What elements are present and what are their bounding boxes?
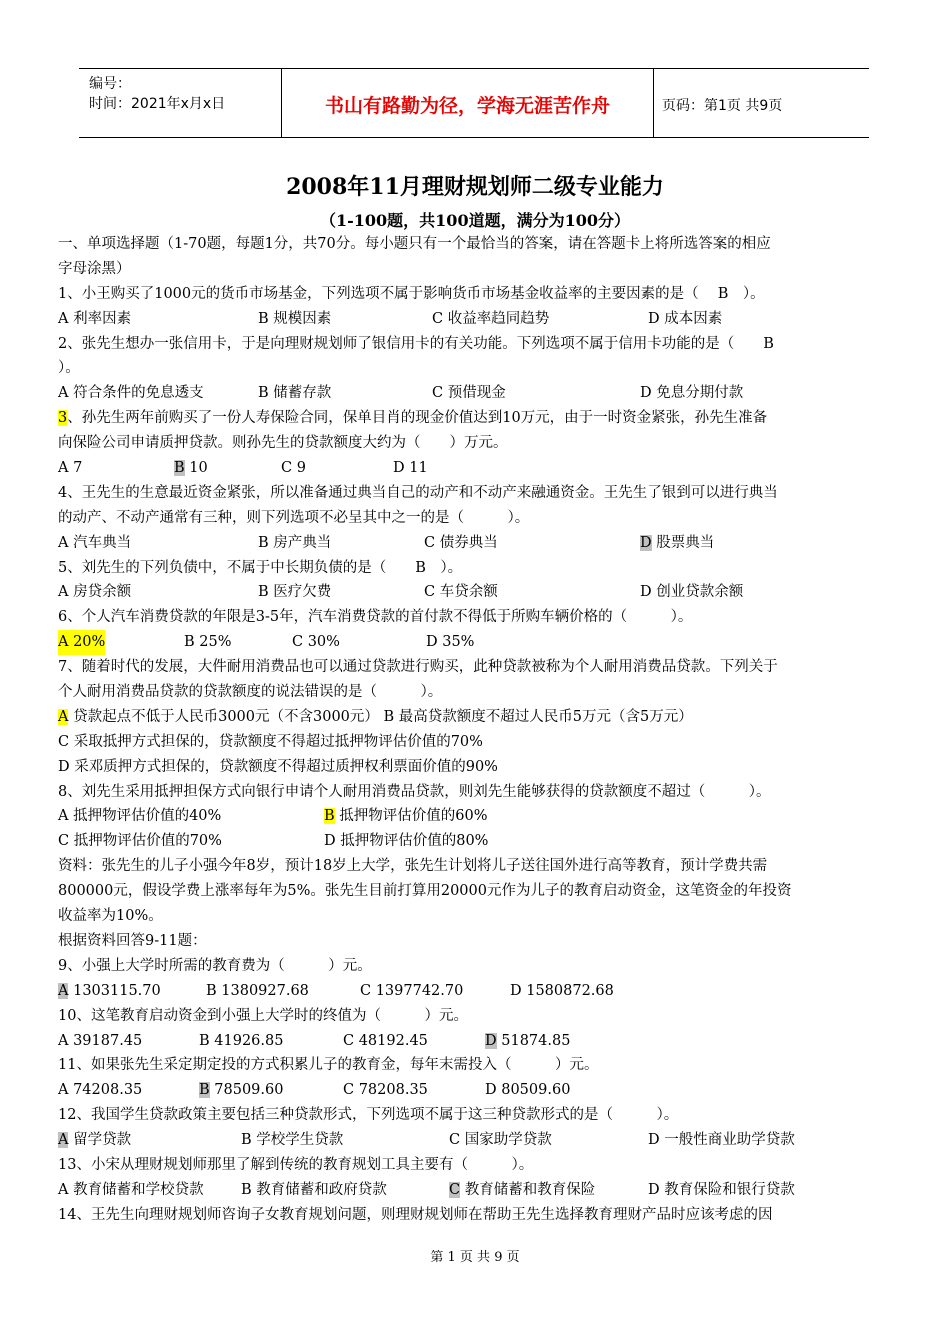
option-b: B 医疗欠费	[258, 584, 332, 601]
question-stem: 的动产、不动产通常有三种，则下列选项不必呈其中之一的是（ ）。	[58, 509, 530, 526]
question-stem: ）。	[58, 360, 80, 377]
options-row	[58, 307, 892, 332]
option-c: C 78208.35	[343, 1082, 428, 1099]
option-c: C 抵押物评估价值的70%	[58, 833, 222, 850]
question-stem: 12、我国学生贷款政策主要包括三种贷款形式，下列选项不属于这三种贷款形式的是（ ）。	[58, 1107, 679, 1124]
question-stem-text: 、孙先生两年前购买了一份人寿保险合同，保单目肖的现金价值达到10万元，由于一时资金紧张，孙先生准备	[67, 410, 768, 427]
option-b	[324, 804, 488, 829]
option-a: A 符合条件的免息透支	[58, 385, 204, 402]
option-c: C 9	[281, 460, 306, 477]
material-text: 800000元，假设学费上涨率每年为5%。张先生目前打算用20000元作为儿子的教育启动资金，这笔资金的年投资	[58, 883, 792, 900]
options-row	[58, 580, 892, 605]
options-row	[58, 979, 892, 1004]
header-left-cell	[79, 69, 282, 137]
option-d	[485, 1029, 570, 1054]
options-row	[58, 456, 892, 481]
option-a-text: 1303115.70	[68, 982, 161, 999]
question-number-highlight: 3	[58, 410, 68, 427]
options-row	[58, 1078, 892, 1103]
option-a	[58, 979, 161, 1004]
option-b: B 教育储蓄和政府贷款	[241, 1181, 387, 1198]
option-d-text: 51874.85	[496, 1032, 571, 1049]
question-stem: 向保险公司申请质押贷款。则孙先生的贷款额度大约为（ ）万元。	[58, 435, 508, 452]
option-d: D 80509.60	[485, 1082, 571, 1099]
answer-highlight: A	[58, 708, 69, 725]
options-row	[58, 705, 892, 730]
question-stem: 8、刘先生采用抵押担保方式向银行申请个人耐用消费品贷款，则刘先生能够获得的贷款额度不超过（ ）。	[58, 783, 771, 800]
answer-highlight: B	[174, 460, 185, 477]
option-a-text: 留学贷款	[68, 1132, 132, 1149]
material-text: 收益率为10%。	[58, 908, 163, 925]
serial-label: 编号：	[89, 76, 131, 92]
option-c: C 预借现金	[432, 385, 506, 402]
section-heading-line: 字母涂黑）	[58, 260, 131, 277]
option-b: B 学校学生贷款	[241, 1132, 344, 1149]
option-d: D 1580872.68	[510, 982, 614, 999]
option-c: C 车贷余额	[424, 584, 498, 601]
page-title: 2008年11月理财规划师二级专业能力	[286, 174, 664, 200]
option-b: B 41926.85	[199, 1032, 284, 1049]
motto: 书山有路勤为径，学海无涯苦作舟	[324, 95, 610, 117]
option-a: A 汽车典当	[58, 534, 132, 551]
option-a: A 教育储蓄和学校贷款	[58, 1181, 204, 1198]
option-a: A 7	[58, 460, 83, 477]
option-c: C 30%	[292, 634, 340, 651]
option-d: D 教育保险和银行贷款	[648, 1181, 795, 1198]
page-info: 页码：第1页 共9页	[662, 98, 783, 114]
option-d: D 35%	[426, 634, 475, 651]
answer-highlight: A	[58, 1132, 69, 1149]
question-stem: 5、刘先生的下列负债中，不属于中长期负债的是（ B ）。	[58, 559, 463, 576]
options-row	[58, 829, 892, 854]
options-row	[58, 381, 892, 406]
question-stem: 个人耐用消费品贷款的贷款额度的说法错误的是（ ）。	[58, 684, 443, 701]
material-text: 根据资料回答9-11题：	[58, 932, 207, 949]
section-heading-line: 一、单项选择题（1-70题，每题1分，共70分。每小题只有一个最恰当的答案，请在答题卡上将所选答案的相应	[58, 236, 771, 252]
options-row	[58, 804, 892, 829]
answer-highlight: D	[485, 1032, 497, 1049]
option-d: D 一般性商业助学贷款	[648, 1132, 795, 1149]
question-stem: 1、小王购买了1000元的货币市场基金，下列选项不属于影响货币市场基金收益率的主要因素的是（ B ）。	[58, 285, 765, 302]
option-c: C 48192.45	[343, 1032, 428, 1049]
question-stem	[58, 406, 892, 431]
option-b: B 1380927.68	[206, 982, 309, 999]
option-b-text: 10	[184, 460, 208, 477]
option-c: C 采取抵押方式担保的，贷款额度不得超过抵押物评估价值的70%	[58, 733, 483, 750]
option-b	[174, 456, 208, 481]
question-stem: 7、随着时代的发展，大件耐用消费品也可以通过贷款进行购买，此种贷款被称为个人耐用消费品贷款。下列关于	[58, 659, 778, 676]
option-d-text: 股票典当	[651, 534, 715, 551]
option-d: D 11	[393, 460, 428, 477]
option-b: B 储蓄存款	[258, 385, 332, 402]
header-right-cell	[654, 69, 869, 137]
option-b: B 规模因素	[258, 310, 332, 327]
exam-content	[58, 232, 892, 1228]
options-row	[58, 1178, 892, 1203]
option-d: D 成本因素	[648, 310, 723, 327]
option-b: B 房产典当	[258, 534, 332, 551]
options-row	[58, 1029, 892, 1054]
page-footer: 第 1 页 共 9 页	[430, 1250, 520, 1265]
option-a: A 房贷余额	[58, 584, 132, 601]
option-b: B 25%	[184, 634, 232, 651]
option-b	[199, 1078, 283, 1103]
question-stem: 14、王先生向理财规划师咨询子女教育规划问题，则理财规划师在帮助王先生选择教育理财产品时应该考虑的因	[58, 1206, 773, 1223]
question-stem: 10、这笔教育启动资金到小强上大学时的终值为（ ）元。	[58, 1007, 468, 1024]
option-d: D 创业贷款余额	[640, 584, 744, 601]
options-row	[58, 531, 892, 556]
answer-highlight: B	[199, 1082, 210, 1099]
option-d: D 免息分期付款	[640, 385, 744, 402]
page-subtitle: （1-100题，共100道题，满分为100分）	[320, 211, 630, 230]
option-c	[449, 1178, 595, 1203]
option-c: C 1397742.70	[360, 982, 464, 999]
header-table	[79, 68, 869, 138]
option-c: C 收益率趋同趋势	[432, 310, 550, 327]
option-text: 贷款起点不低于人民币3000元（不含3000元） B 最高贷款额度不超过人民币5万元（含5万元）	[68, 708, 693, 725]
option-a: A 利率因素	[58, 310, 132, 327]
answer-highlight: D	[640, 534, 652, 551]
question-stem: 13、小宋从理财规划师那里了解到传统的教育规划工具主要有（ ）。	[58, 1156, 534, 1173]
option-d: D 采邓质押方式担保的，贷款额度不得超过质押权利票面价值的90%	[58, 758, 498, 775]
answer-highlight: B	[324, 808, 335, 825]
header-middle-cell	[282, 69, 654, 137]
answer-highlight: C	[449, 1181, 461, 1198]
option-c: C 债券典当	[424, 534, 498, 551]
option-b-text: 78509.60	[209, 1082, 284, 1099]
question-stem: 2、张先生想办一张信用卡，于是向理财规划师了银信用卡的有关功能。下列选项不属于信用卡功能的是（ B	[58, 335, 774, 352]
option-b-text: 抵押物评估价值的60%	[334, 808, 488, 825]
option-d: D 抵押物评估价值的80%	[324, 833, 489, 850]
question-stem: 9、小强上大学时所需的教育费为（ ）元。	[58, 957, 372, 974]
question-stem: 6、个人汽车消费贷款的年限是3-5年，汽车消费贷款的首付款不得低于所购车辆价格的（ ）。	[58, 609, 693, 626]
option-d	[640, 531, 714, 556]
option-c-text: 教育储蓄和教育保险	[460, 1181, 596, 1198]
option-a	[58, 1128, 131, 1153]
options-row	[58, 630, 892, 655]
question-stem: 11、如果张先生采定期定投的方式积累儿子的教育金，每年末需投入（ ）元。	[58, 1057, 599, 1074]
material-text: 资料：张先生的儿子小强今年8岁，预计18岁上大学，张先生计划将儿子送往国外进行高等教育，预计学费共需	[58, 858, 768, 875]
option-c: C 国家助学贷款	[449, 1132, 552, 1149]
answer-highlight: A	[58, 982, 69, 999]
option-a: A 抵押物评估价值的40%	[58, 808, 222, 825]
option-a: A 74208.35	[58, 1082, 143, 1099]
question-stem: 4、王先生的生意最近资金紧张，所以准备通过典当自己的动产和不动产来融通资金。王先生了银到可以进行典当	[58, 484, 778, 501]
option-a: A 20%	[58, 630, 105, 655]
time-label: 时间：2021年x月x日	[89, 96, 226, 112]
option-a: A 39187.45	[58, 1032, 143, 1049]
options-row	[58, 1128, 892, 1153]
